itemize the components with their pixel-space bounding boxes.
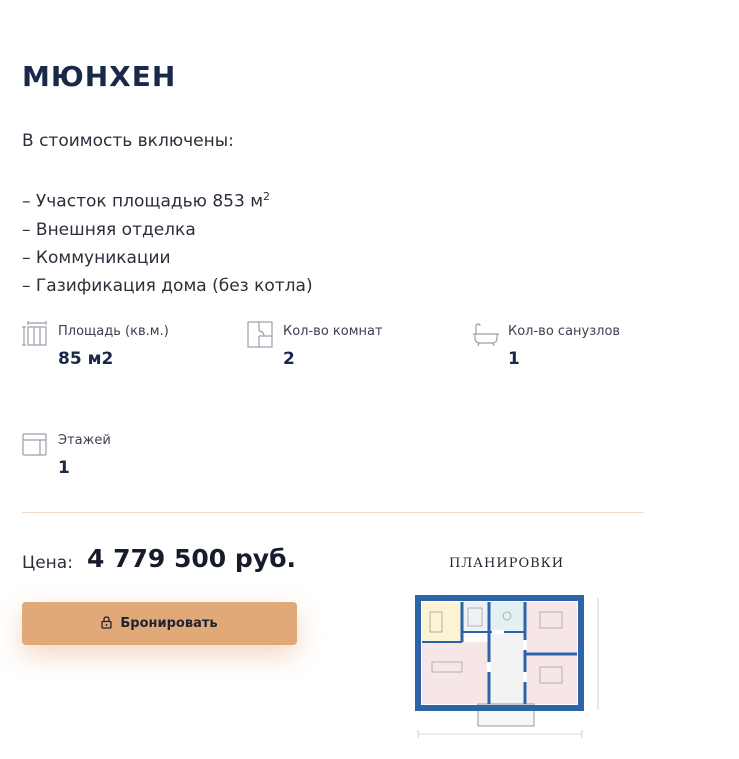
divider [22, 512, 644, 513]
included-label: В стоимость включены: [22, 131, 234, 151]
rooms-icon [247, 321, 275, 349]
floors-icon [22, 430, 50, 458]
area-icon [22, 321, 50, 349]
stat-label: Кол-во комнат [283, 324, 383, 339]
features-list [22, 183, 313, 300]
floor-plan-image[interactable] [410, 592, 605, 740]
stat-value: 85 м2 [58, 349, 114, 369]
feature-item: – Газификация дома (без котла) [22, 275, 313, 296]
feature-item: – Участок площадью 853 $м^2$ [22, 190, 271, 212]
stat-value: 1 [58, 458, 70, 478]
book-button-label: Бронировать [120, 616, 218, 631]
page-title: МЮНХЕН [22, 60, 177, 93]
stat-value: 1 [508, 349, 520, 369]
feature-item: – Внешняя отделка [22, 219, 196, 240]
price-label: Цена: [22, 553, 73, 573]
stat-label: Площадь (кв.м.) [58, 324, 169, 339]
lock-icon [101, 614, 112, 633]
plans-title: ПЛАНИРОВКИ [449, 556, 565, 571]
bathtub-icon [472, 321, 500, 349]
stat-label: Кол-во санузлов [508, 324, 621, 339]
book-button[interactable] [22, 602, 297, 645]
stat-label: Этажей [58, 433, 111, 448]
feature-item: – Коммуникации [22, 247, 171, 268]
price-value: 4 779 500 руб. [87, 544, 297, 573]
stat-value: 2 [283, 349, 295, 369]
